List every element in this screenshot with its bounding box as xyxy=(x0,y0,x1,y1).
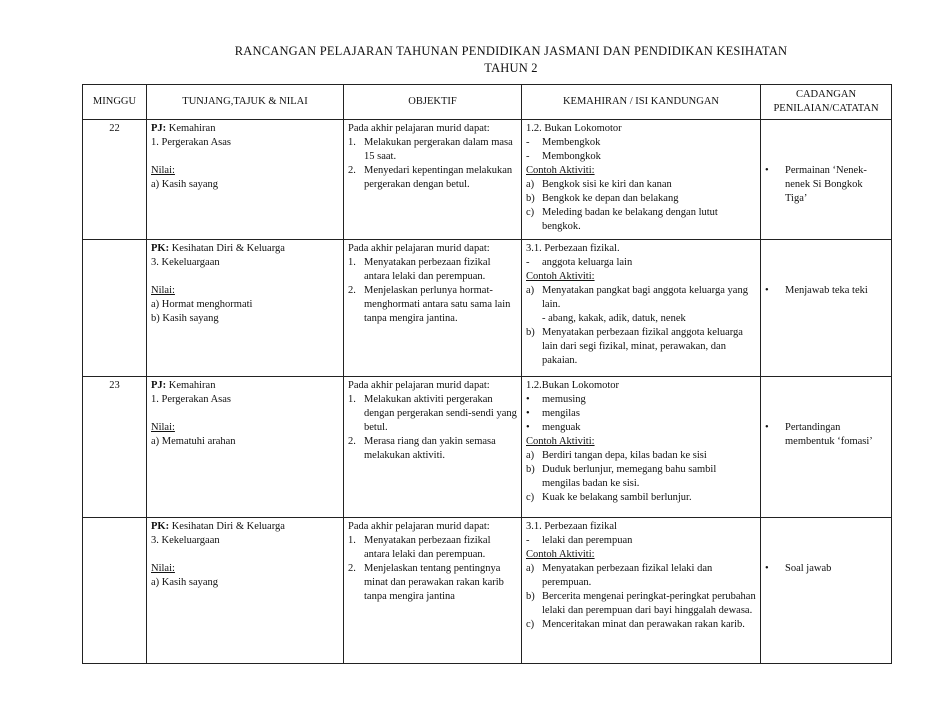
kemahiran-item xyxy=(526,150,756,164)
header-objektif: OBJEKTIF xyxy=(344,85,522,120)
document-subtitle: TAHUN 2 xyxy=(484,61,538,75)
kemahiran-heading: 1.2.Bukan Lokomotor xyxy=(526,380,620,391)
cell-objektif xyxy=(344,518,522,664)
objektif-number: 1. xyxy=(348,137,356,148)
aktiviti-letter: a) xyxy=(526,179,535,190)
cadangan-item xyxy=(765,562,887,576)
tunjang-item: 1. Pergerakan Asas xyxy=(151,394,231,405)
aktiviti-text: Bercerita mengenai peringkat-peringkat perubahan lelaki dan perempuan dari bayi hinggalah dewasa. xyxy=(542,591,756,616)
kemahiran-item xyxy=(526,136,756,150)
cadangan-text: Soal jawab xyxy=(785,563,832,574)
nilai-label: Nilai: xyxy=(151,285,175,296)
objektif-intro: Pada akhir pelajaran murid dapat: xyxy=(348,380,490,391)
aktiviti-text: Bengkok ke depan dan belakang xyxy=(542,193,679,204)
bullet-icon: • xyxy=(765,422,769,433)
cell-cadangan xyxy=(761,120,892,240)
tunjang-title: Kesihatan Diri & Keluarga xyxy=(171,521,285,532)
aktiviti-letter: c) xyxy=(526,207,535,218)
objektif-intro: Pada akhir pelajaran murid dapat: xyxy=(348,243,490,254)
aktiviti-letter: c) xyxy=(526,492,535,503)
header-tunjang: TUNJANG,TAJUK & NILAI xyxy=(147,85,344,120)
kemahiran-marker: • xyxy=(526,394,530,405)
cadangan-text: Menjawab teka teki xyxy=(785,285,868,296)
kemahiran-marker: • xyxy=(526,422,530,433)
objektif-item xyxy=(348,562,517,604)
header-minggu: MINGGU xyxy=(83,85,147,120)
tunjang-label: PK: xyxy=(151,243,170,254)
document-title: RANCANGAN PELAJARAN TAHUNAN PENDIDIKAN JASMANI DAN PENDIDIKAN KESIHATAN xyxy=(234,44,788,58)
cell-kemahiran xyxy=(522,240,761,377)
cell-kemahiran xyxy=(522,518,761,664)
kemahiran-text: memusing xyxy=(542,394,586,405)
objektif-number: 2. xyxy=(348,285,356,296)
tunjang-label: PK: xyxy=(151,521,170,532)
table-row xyxy=(83,120,892,240)
tunjang-title: Kesihatan Diri & Keluarga xyxy=(171,243,285,254)
table-row xyxy=(83,377,892,518)
kemahiran-item xyxy=(526,393,756,407)
objektif-number: 1. xyxy=(348,535,356,546)
aktiviti-item xyxy=(526,618,756,632)
bullet-icon: • xyxy=(765,165,769,176)
lesson-plan-table xyxy=(82,84,892,664)
aktiviti-item xyxy=(526,192,756,206)
table-header-row xyxy=(83,85,892,120)
cell-tunjang xyxy=(147,120,344,240)
cell-kemahiran xyxy=(522,377,761,518)
kemahiran-text: lelaki dan perempuan xyxy=(542,535,633,546)
cell-cadangan xyxy=(761,240,892,377)
cell-minggu xyxy=(83,240,147,377)
nilai-item: b) Kasih sayang xyxy=(151,313,219,324)
tunjang-title: Kemahiran xyxy=(168,123,216,134)
kemahiran-heading: 3.1. Perbezaan fizikal. xyxy=(526,243,620,254)
aktiviti-letter: a) xyxy=(526,285,535,296)
aktiviti-item xyxy=(526,449,756,463)
aktiviti-label: Contoh Aktiviti: xyxy=(526,165,595,176)
tunjang-label: PJ: xyxy=(151,123,167,134)
objektif-text: Merasa riang dan yakin semasa melakukan aktiviti. xyxy=(364,436,496,461)
cadangan-text: Permainan ‘Nenek-nenek Si Bongkok Tiga’ xyxy=(785,165,867,204)
objektif-number: 2. xyxy=(348,165,356,176)
kemahiran-marker: - xyxy=(526,257,530,268)
kemahiran-item xyxy=(526,407,756,421)
nilai-item: a) Kasih sayang xyxy=(151,179,219,190)
aktiviti-letter: c) xyxy=(526,619,535,630)
aktiviti-item xyxy=(526,491,756,505)
cadangan-item xyxy=(765,421,887,449)
week-number: 22 xyxy=(109,123,120,134)
cell-cadangan xyxy=(761,377,892,518)
objektif-item xyxy=(348,256,517,284)
aktiviti-letter: b) xyxy=(526,591,535,602)
aktiviti-item xyxy=(526,463,756,491)
objektif-item xyxy=(348,435,517,463)
nilai-item: a) Hormat menghormati xyxy=(151,299,253,310)
objektif-item xyxy=(348,164,517,192)
kemahiran-marker: - xyxy=(526,137,530,148)
nilai-label: Nilai: xyxy=(151,422,175,433)
tunjang-title: Kemahiran xyxy=(168,380,216,391)
cadangan-text: Pertandingan membentuk ‘fomasi’ xyxy=(785,422,873,447)
kemahiran-item xyxy=(526,534,756,548)
aktiviti-text: Bengkok sisi ke kiri dan kanan xyxy=(542,179,672,190)
aktiviti-text: Menyatakan perbezaan fizikal anggota keluarga lain dari segi fizikal, minat, perawakan, dan pakaian. xyxy=(542,327,743,366)
kemahiran-text: Membongkok xyxy=(542,151,601,162)
aktiviti-letter: b) xyxy=(526,464,535,475)
aktiviti-letter: a) xyxy=(526,450,535,461)
kemahiran-marker: - xyxy=(526,151,530,162)
cell-objektif xyxy=(344,120,522,240)
objektif-item xyxy=(348,534,517,562)
tunjang-item: 3. Kekeluargaan xyxy=(151,535,220,546)
cell-minggu xyxy=(83,120,147,240)
cell-tunjang xyxy=(147,240,344,377)
objektif-text: Menyatakan perbezaan fizikal antara lelaki dan perempuan. xyxy=(364,535,491,560)
nilai-item: a) Mematuhi arahan xyxy=(151,436,236,447)
nilai-item: a) Kasih sayang xyxy=(151,577,219,588)
nilai-label: Nilai: xyxy=(151,563,175,574)
aktiviti-text: Kuak ke belakang sambil berlunjur. xyxy=(542,492,692,503)
header-kemahiran: KEMAHIRAN / ISI KANDUNGAN xyxy=(522,85,761,120)
objektif-intro: Pada akhir pelajaran murid dapat: xyxy=(348,123,490,134)
aktiviti-item xyxy=(526,326,756,368)
aktiviti-text: Meleding badan ke belakang dengan lutut bengkok. xyxy=(542,207,718,232)
tunjang-item: 3. Kekeluargaan xyxy=(151,257,220,268)
objektif-number: 2. xyxy=(348,563,356,574)
aktiviti-text: Berdiri tangan depa, kilas badan ke sisi xyxy=(542,450,707,461)
objektif-number: 2. xyxy=(348,436,356,447)
aktiviti-text: Menceritakan minat dan perawakan rakan karib. xyxy=(542,619,745,630)
kemahiran-item xyxy=(526,256,756,270)
cell-objektif xyxy=(344,377,522,518)
header-cadangan: CADANGAN PENILAIAN/CATATAN xyxy=(761,85,892,120)
kemahiran-text: Membengkok xyxy=(542,137,601,148)
objektif-number: 1. xyxy=(348,394,356,405)
cell-kemahiran xyxy=(522,120,761,240)
cell-objektif xyxy=(344,240,522,377)
cell-minggu xyxy=(83,377,147,518)
kemahiran-heading: 1.2. Bukan Lokomotor xyxy=(526,123,622,134)
kemahiran-text: menguak xyxy=(542,422,581,433)
objektif-text: Menyedari kepentingan melakukan pergerakan dengan betul. xyxy=(364,165,513,190)
cell-cadangan xyxy=(761,518,892,664)
aktiviti-letter: a) xyxy=(526,563,535,574)
tunjang-item: 1. Pergerakan Asas xyxy=(151,137,231,148)
kemahiran-marker: - xyxy=(526,535,530,546)
aktiviti-letter: b) xyxy=(526,327,535,338)
aktiviti-label: Contoh Aktiviti: xyxy=(526,549,595,560)
objektif-intro: Pada akhir pelajaran murid dapat: xyxy=(348,521,490,532)
week-number: 23 xyxy=(109,380,120,391)
objektif-text: Melakukan aktiviti pergerakan dengan pergerakan sendi-sendi yang betul. xyxy=(364,394,517,433)
aktiviti-text: Menyatakan pangkat bagi anggota keluarga yang lain. - abang, kakak, adik, datuk, nenek xyxy=(542,285,748,324)
aktiviti-item xyxy=(526,206,756,234)
cell-tunjang xyxy=(147,518,344,664)
aktiviti-label: Contoh Aktiviti: xyxy=(526,436,595,447)
objektif-item xyxy=(348,284,517,326)
aktiviti-item xyxy=(526,590,756,618)
aktiviti-item xyxy=(526,178,756,192)
aktiviti-label: Contoh Aktiviti: xyxy=(526,271,595,282)
bullet-icon: • xyxy=(765,563,769,574)
objektif-text: Menjelaskan perlunya hormat-menghormati antara satu sama lain tanpa mengira jantina. xyxy=(364,285,511,324)
kemahiran-item xyxy=(526,421,756,435)
kemahiran-text: anggota keluarga lain xyxy=(542,257,633,268)
objektif-text: Menjelaskan tentang pentingnya minat dan perawakan rakan karib tanpa mengira jantina xyxy=(364,563,504,602)
aktiviti-text: Duduk berlunjur, memegang bahu sambil mengilas badan ke sisi. xyxy=(542,464,717,489)
aktiviti-letter: b) xyxy=(526,193,535,204)
nilai-label: Nilai: xyxy=(151,165,175,176)
cadangan-item xyxy=(765,284,887,298)
cell-minggu xyxy=(83,518,147,664)
table-row xyxy=(83,240,892,377)
kemahiran-text: mengilas xyxy=(542,408,580,419)
objektif-text: Melakukan pergerakan dalam masa 15 saat. xyxy=(364,137,513,162)
aktiviti-item xyxy=(526,562,756,590)
cell-tunjang xyxy=(147,377,344,518)
kemahiran-marker: • xyxy=(526,408,530,419)
objektif-number: 1. xyxy=(348,257,356,268)
table-row xyxy=(83,518,892,664)
objektif-item xyxy=(348,393,517,435)
cadangan-item xyxy=(765,164,887,206)
tunjang-label: PJ: xyxy=(151,380,167,391)
bullet-icon: • xyxy=(765,285,769,296)
aktiviti-text: Menyatakan perbezaan fizikal lelaki dan perempuan. xyxy=(542,563,713,588)
kemahiran-heading: 3.1. Perbezaan fizikal xyxy=(526,521,617,532)
objektif-item xyxy=(348,136,517,164)
objektif-text: Menyatakan perbezaan fizikal antara lelaki dan perempuan. xyxy=(364,257,491,282)
aktiviti-item xyxy=(526,284,756,326)
